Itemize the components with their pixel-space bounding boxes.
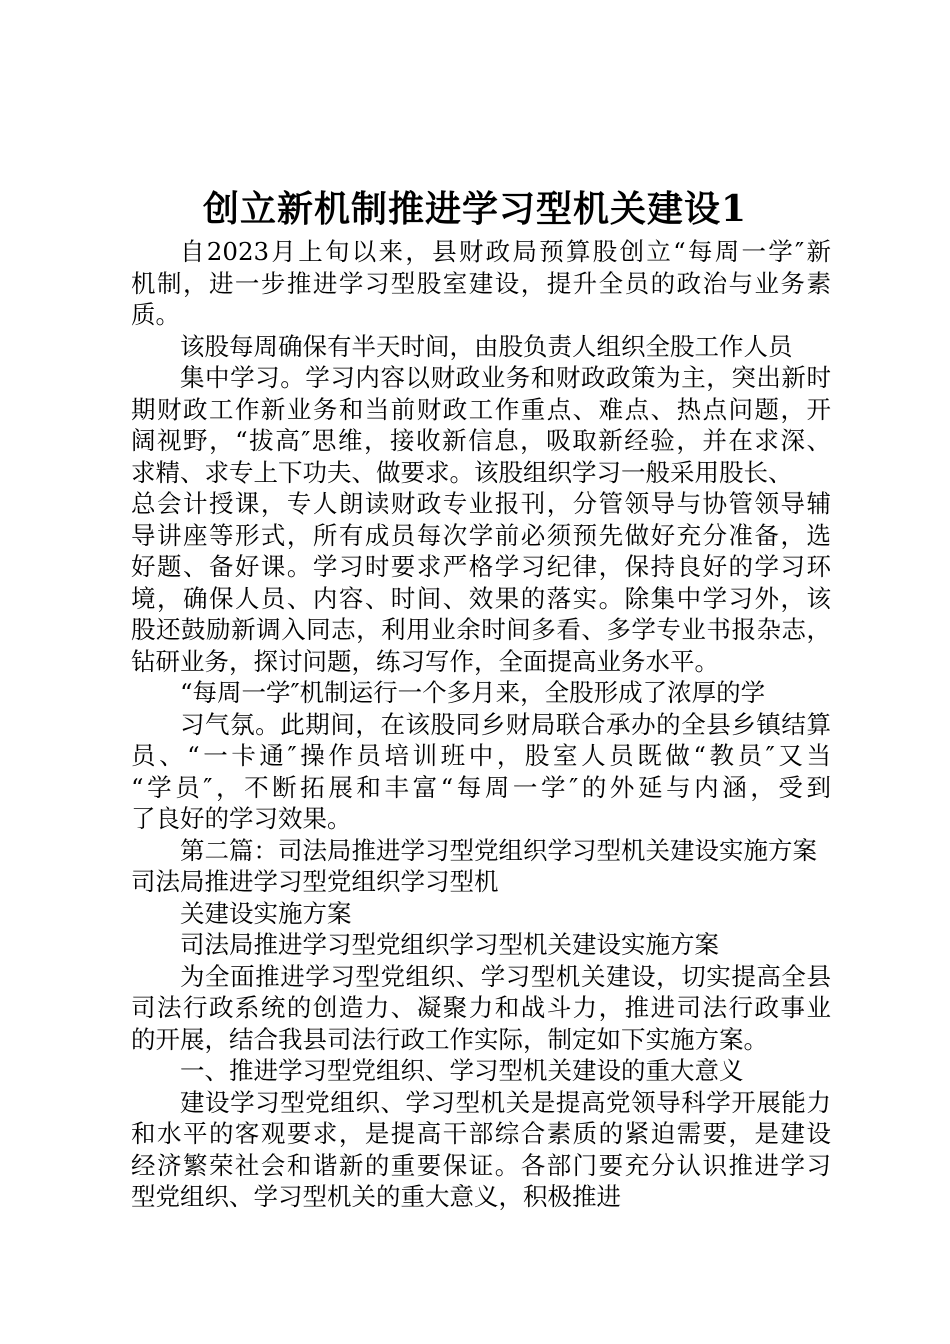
body-line: 好题、备好课。学习时要求严格学习纪律，保持良好的学习环 <box>131 552 831 581</box>
body-line: 司法行政系统的创造力、凝聚力和战斗力，推进司法行政事业 <box>131 993 831 1022</box>
body-line: 导讲座等形式，所有成员每次学前必须预先做好充分准备，选 <box>131 520 831 550</box>
body-line: 员、“一卡通″操作员培训班中，股室人员既做“教员″又当 <box>131 741 831 770</box>
body-line: 第二篇：司法局推进学习型党组织学习型机关建设实施方案 <box>180 835 817 865</box>
body-line: “学员″，不断拓展和丰富“每周一学″的外延与内涵，受到 <box>131 772 831 802</box>
body-line: 股还鼓励新调入同志，利用业余时间多看、多学专业书报杂志， <box>131 615 831 644</box>
body-line: 该股每周确保有半天时间，由股负责人组织全股工作人员 <box>180 331 793 361</box>
body-line: 集中学习。学习内容以财政业务和财政政策为主，突出新时 <box>180 363 831 392</box>
body-line: 境，确保人员、内容、时间、效果的落实。除集中学习外，该 <box>131 583 831 613</box>
body-line: 总会计授课，专人朗读财政专业报刊，分管领导与协管领导辅 <box>131 489 831 518</box>
document-body <box>131 236 831 1213</box>
body-line: 期财政工作新业务和当前财政工作重点、难点、热点问题，开 <box>131 394 831 424</box>
body-line: 型党组织、学习型机关的重大意义，积极推进 <box>131 1182 621 1211</box>
body-line: 司法局推进学习型党组织学习型机 <box>131 867 499 896</box>
body-line: 钻研业务，探讨问题，练习写作，全面提高业务水平。 <box>131 646 719 676</box>
body-line: 了良好的学习效果。 <box>131 804 352 833</box>
body-line: 和水平的客观要求，是提高干部综合素质的紧迫需要，是建设 <box>131 1119 831 1148</box>
body-line: 为全面推进学习型党组织、学习型机关建设，切实提高全县 <box>180 961 831 991</box>
body-line: 一、推进学习型党组织、学习型机关建设的重大意义 <box>180 1056 744 1085</box>
body-line: 建设学习型党组织、学习型机关是提高党领导科学开展能力 <box>180 1087 831 1117</box>
document-title: 创立新机制推进学习型机关建设1 <box>202 188 748 230</box>
body-line: 机制，进一步推进学习型股室建设，提升全员的政治与业务素 <box>131 268 831 298</box>
body-line: 经济繁荣社会和谐新的重要保证。各部门要充分认识推进学习 <box>131 1150 831 1180</box>
body-line: 自2023月上旬以来，县财政局预算股创立“每周一学″新 <box>180 237 831 266</box>
body-line: 关建设实施方案 <box>180 898 352 928</box>
body-line: 习气氛。此期间，在该股同乡财局联合承办的全县乡镇结算 <box>180 709 831 739</box>
body-line: 求精、求专上下功夫、做要求。该股组织学习一般采用股长、 <box>131 457 793 487</box>
body-line: 司法局推进学习型党组织学习型机关建设实施方案 <box>180 930 719 959</box>
body-line: 的开展，结合我县司法行政工作实际，制定如下实施方案。 <box>131 1024 768 1054</box>
body-line: 阔视野，“拔高″思维，接收新信息，吸取新经验，并在求深、 <box>131 426 831 455</box>
body-line: 质。 <box>131 300 180 329</box>
body-line: “每周一学″机制运行一个多月来，全股形成了浓厚的学 <box>180 678 766 707</box>
